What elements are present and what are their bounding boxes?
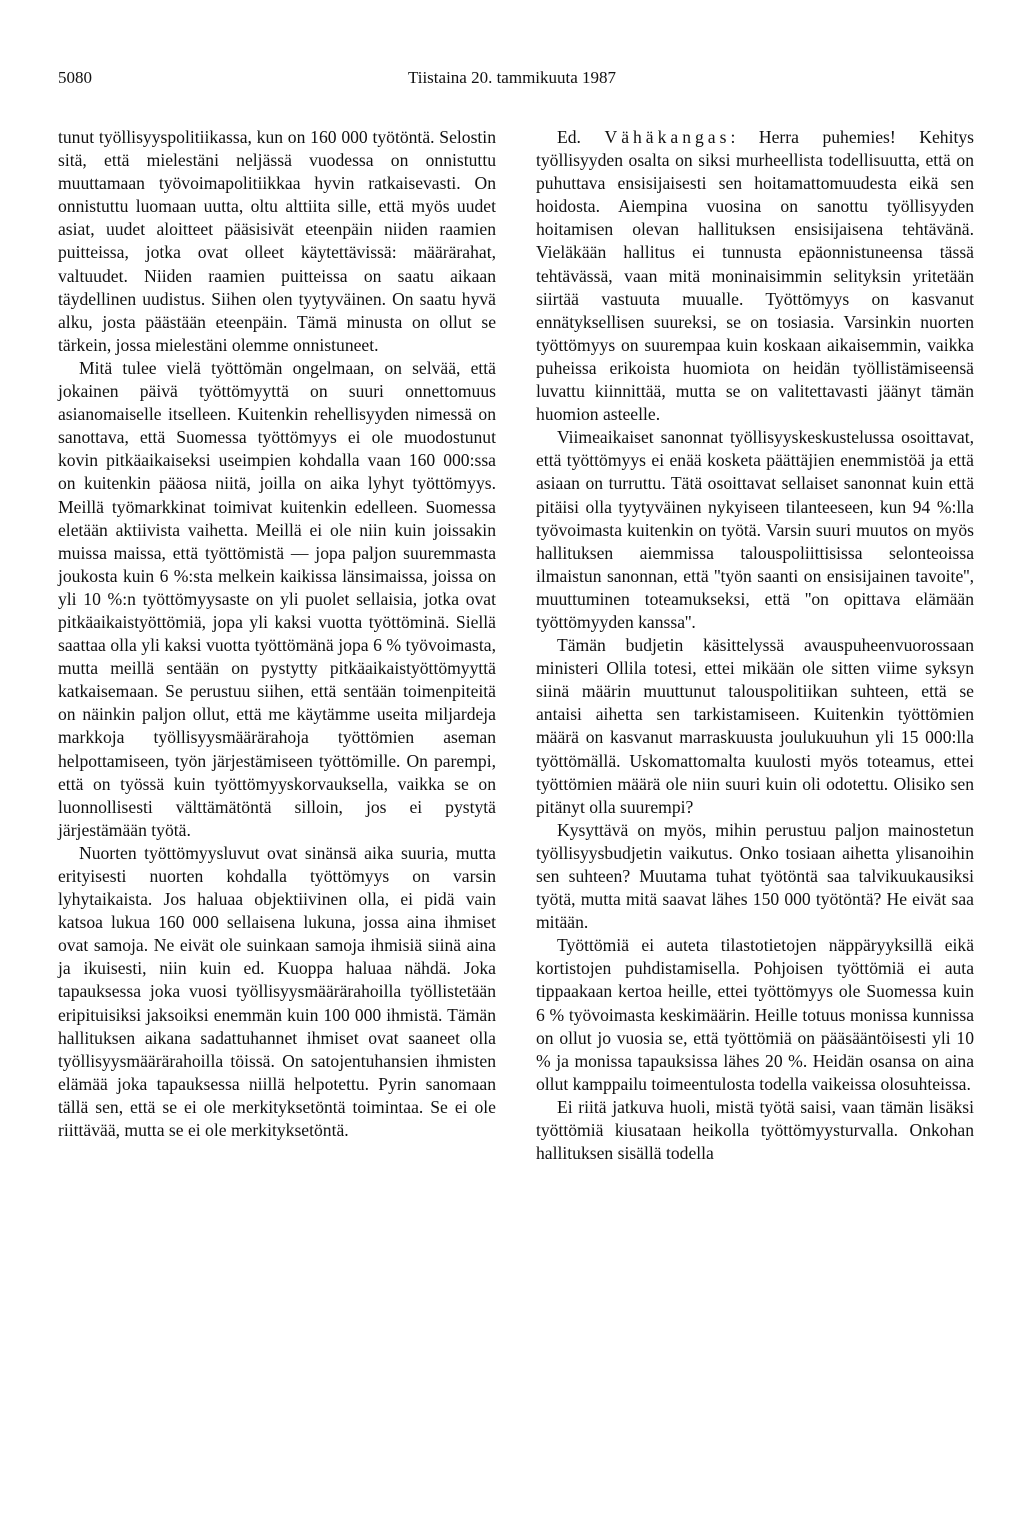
paragraph: Kysyttävä on myös, mihin perustuu paljon mainostetun työllisyysbudjetin vaikutus. Onko tosiaan aihetta ylisanoihin sen suhteen? Muutama tuhat työtöntä saa talvikuukausiksi työtä, mutta mitä saavat lähes 150 000 työtöntä? He eivät saa mitään. <box>536 819 974 933</box>
page-header <box>0 66 1024 90</box>
speaker-prefix: Ed. <box>557 127 581 147</box>
paragraph: Ei riitä jatkuva huoli, mistä työtä saisi, vaan tämän lisäksi työttömiä kiusataan heikolla työttömyysturvalla. Onkohan hallituksen sisällä todella <box>536 1096 974 1164</box>
speech-opening-text: Herra puhemies! Kehitys työllisyyden osalta on siksi murheellista todellisuutta, että on puhuttava ensisijaisesti sen hoitamattomuudesta eikä sen hoidosta. Aiempina vuosina on sanottu työllisyyden hoitamisen olevan hallituksen ensisijaisena tehtävänä. Vieläkään hallitus ei tunnusta epäonnistuneensa tässä tehtävässä, vaan mitä moninaisimmin selityksin yritetään siirtää vastuuta muualle. Työttömyys on kasvanut ennätyksellisen suureksi, se on tosiasia. Varsinkin nuorten työttömyys on suurempaa kuin koskaan aikaisemmin, vaikka puheissa erikoista huomiota on heidän työllistämiseensä luvattu kiinnittää, mutta se on valitettavasti jäänyt tämän huomion asteelle. <box>536 127 974 425</box>
paragraph: Viimeaikaiset sanonnat työllisyyskeskustelussa osoittavat, että työttömyys ei enää kosketa päättäjien enemmistöä ja että asiaan on turruttu. Tätä osoittavat sellaiset sanonnat kuin että pitäisi olla tyytyväinen nykyiseen tilanteeseen, kun 94 %:lla työvoimasta kuitenkin on työtä. Varsin suuri muutos on myös hallituksen aiemmissa talouspoliittisissa selonteoissa ilmaistun sanonnan, että ''työn saanti on ensisijainen tavoite'', muuttuminen toteamukseksi, että ''on opittava elämään työttömyyden kanssa''. <box>536 427 974 632</box>
paragraph: Työttömiä ei auteta tilastotietojen näppäryyksillä eikä kortistojen puhdistamisella. Pohjoisen työttömiä ei auta tippaakaan kertoa heille, ettei työttömyys ole Suomessa kuin 6 % työvoimasta keskimäärin. Heille totuus monissa kunnissa on ollut jo vuosia se, että työttömiä on pääsääntöisesti yli 10 % ja monissa tapauksissa lähes 20 %. Heidän osansa on aina ollut kamppailu toimeentulosta todella vaikeissa olosuhteissa. <box>536 935 974 1094</box>
page-number: 5080 <box>58 68 92 87</box>
running-title: Tiistaina 20. tammikuuta 1987 <box>407 68 617 87</box>
paragraph: Nuorten työttömyysluvut ovat sinänsä aika suuria, mutta erityisesti nuorten kohdalla työttömyys on varsin lyhytaikaista. Jos haluaa objektiivinen olla, ei pidä vain katsoa lukua 160 000 sellaisena lukuna, jossa aina ihmiset ovat samoja. Ne eivät ole suinkaan samoja ihmisiä siinä aina ja ikuisesti, niin kuin ed. Kuoppa haluaa nähdä. Joka tapauksessa joka vuosi työllisyysmäärärahoilla työllistetään eripituisiksi jaksoiksi enemmän kuin 100 000 ihmistä. Tämän hallituksen aikana sadattuhannet ihmiset ovat saaneet olla työllisyysmäärärahoilla töissä. On satojentuhansien ihmisten elämää joka tapauksessa niillä helpotettu. Pyrin sanomaan tällä sen, että se ei ole merkityksetöntä toimintaa. Se ei ole riittävää, mutta se ei ole merkityksetöntä. <box>58 842 496 1141</box>
speaker-name: Vähäkangas <box>604 127 731 147</box>
right-column <box>536 126 974 1165</box>
paragraph: Tämän budjetin käsittelyssä avauspuheenvuorossaan ministeri Ollila totesi, ettei mikään ole sitten viime syksyn siinä määrin muuttunut talouspolitiikan suhteen, että se antaisi aihetta sen tarkistamiseen. Kuitenkin työttömien määrä on kasvanut marraskuusta joulukuuhun yli 15 000:lla työttömällä. Uskomattomalta kuulosti myös toteamus, ettei työttömien määrä ole niin suuri kuin oli odotettu. Olisiko sen pitänyt olla suurempi? <box>536 635 974 817</box>
paragraph: tunut työllisyyspolitiikassa, kun on 160 000 työtöntä. Selostin sitä, että mielestäni neljässä vuodessa on onnistuttu muuttamaan työvoimapolitiikkaa hyvin ratkaisevasti. On onnistuttu luomaan uutta, oltu alttiita sille, että myös uudet asiat, uudet aloitteet pääsisivät eteenpäin niiden raamien puitteissa, jotka ovat olleet käytettävissä: määrärahat, valtuudet. Niiden raamien puitteissa on saatu aikaan täydellinen uudistus. Siihen olen tyytyväinen. On saatu hyvä alku, josta päästään eteenpäin. Tämä minusta on ollut se tärkein, jossa mielestäni olemme onnistuneet. <box>58 127 496 355</box>
left-column <box>58 126 496 1142</box>
speech-opening-paragraph: Ed. Vähäkangas: Herra puhemies! Kehitys työllisyyden osalta on siksi murheellista todellisuutta, että on puhuttava ensisijaisesti sen hoitamattomuudesta eikä sen hoidosta. Aiempina vuosina on sanottu työllisyyden hoitamisen olevan hallituksen ensisijaisena tehtävänä. Vieläkään hallitus ei tunnusta epäonnistuneensa tässä tehtävässä, vaan mitä moninaisimmin selityksin yritetään siirtää vastuuta muualle. Työttömyys on kasvanut ennätyksellisen suureksi, se on tosiasia. Varsinkin nuorten työttömyys on suurempaa kuin koskaan aikaisemmin, vaikka puheissa erikoista huomiota on heidän työllistämiseensä luvattu kiinnittää, mutta se on valitettavasti jäänyt tämän huomion asteelle. <box>536 127 974 425</box>
paragraph: Mitä tulee vielä työttömän ongelmaan, on selvää, että jokainen päivä työttömyyttä on suuri onnettomuus asianomaiselle itselleen. Kuitenkin rehellisyyden nimessä on sanottava, että Suomessa työttömyys ei ole muodostunut kovin pitkäaikaiseksi useimpien kohdalla vaan 160 000:ssa on kuitenkin pääosa niitä, joilla on aika lyhyt työttömyys. Meillä työmarkkinat toimivat kuitenkin edelleen. Suomessa eletään aktiivista vaihetta. Meillä ei ole niin kuin joissakin muissa maissa, että työttömistä — jopa paljon suuremmasta joukosta kuin 6 %:sta melkein kaikissa länsimaissa, joissa on yli 10 %:n työttömyysaste on yli puolet sellaisia, jotka ovat pitkäaikaistyöttömiä, jopa yli kaksi vuotta työttöminä. Siellä saattaa olla yli kaksi vuotta työttömänä jopa 6 % työvoimasta, mutta meillä sentään on pystytty pitkäaikaistyöttömyyttä katkaisemaan. Se perustuu siihen, että sentään toimenpiteitä on näinkin paljon ollut, että me käytämme useita miljardeja markkoja työllisyysmäärärahoja työttömien aseman helpottamiseen, työn järjestämiseen työttömille. On parempi, että on työssä kuin työttömyyskorvauksella, vaikka se on luonnollisesti välttämätöntä silloin, jos ei pystytä järjestämään työtä. <box>58 357 496 840</box>
